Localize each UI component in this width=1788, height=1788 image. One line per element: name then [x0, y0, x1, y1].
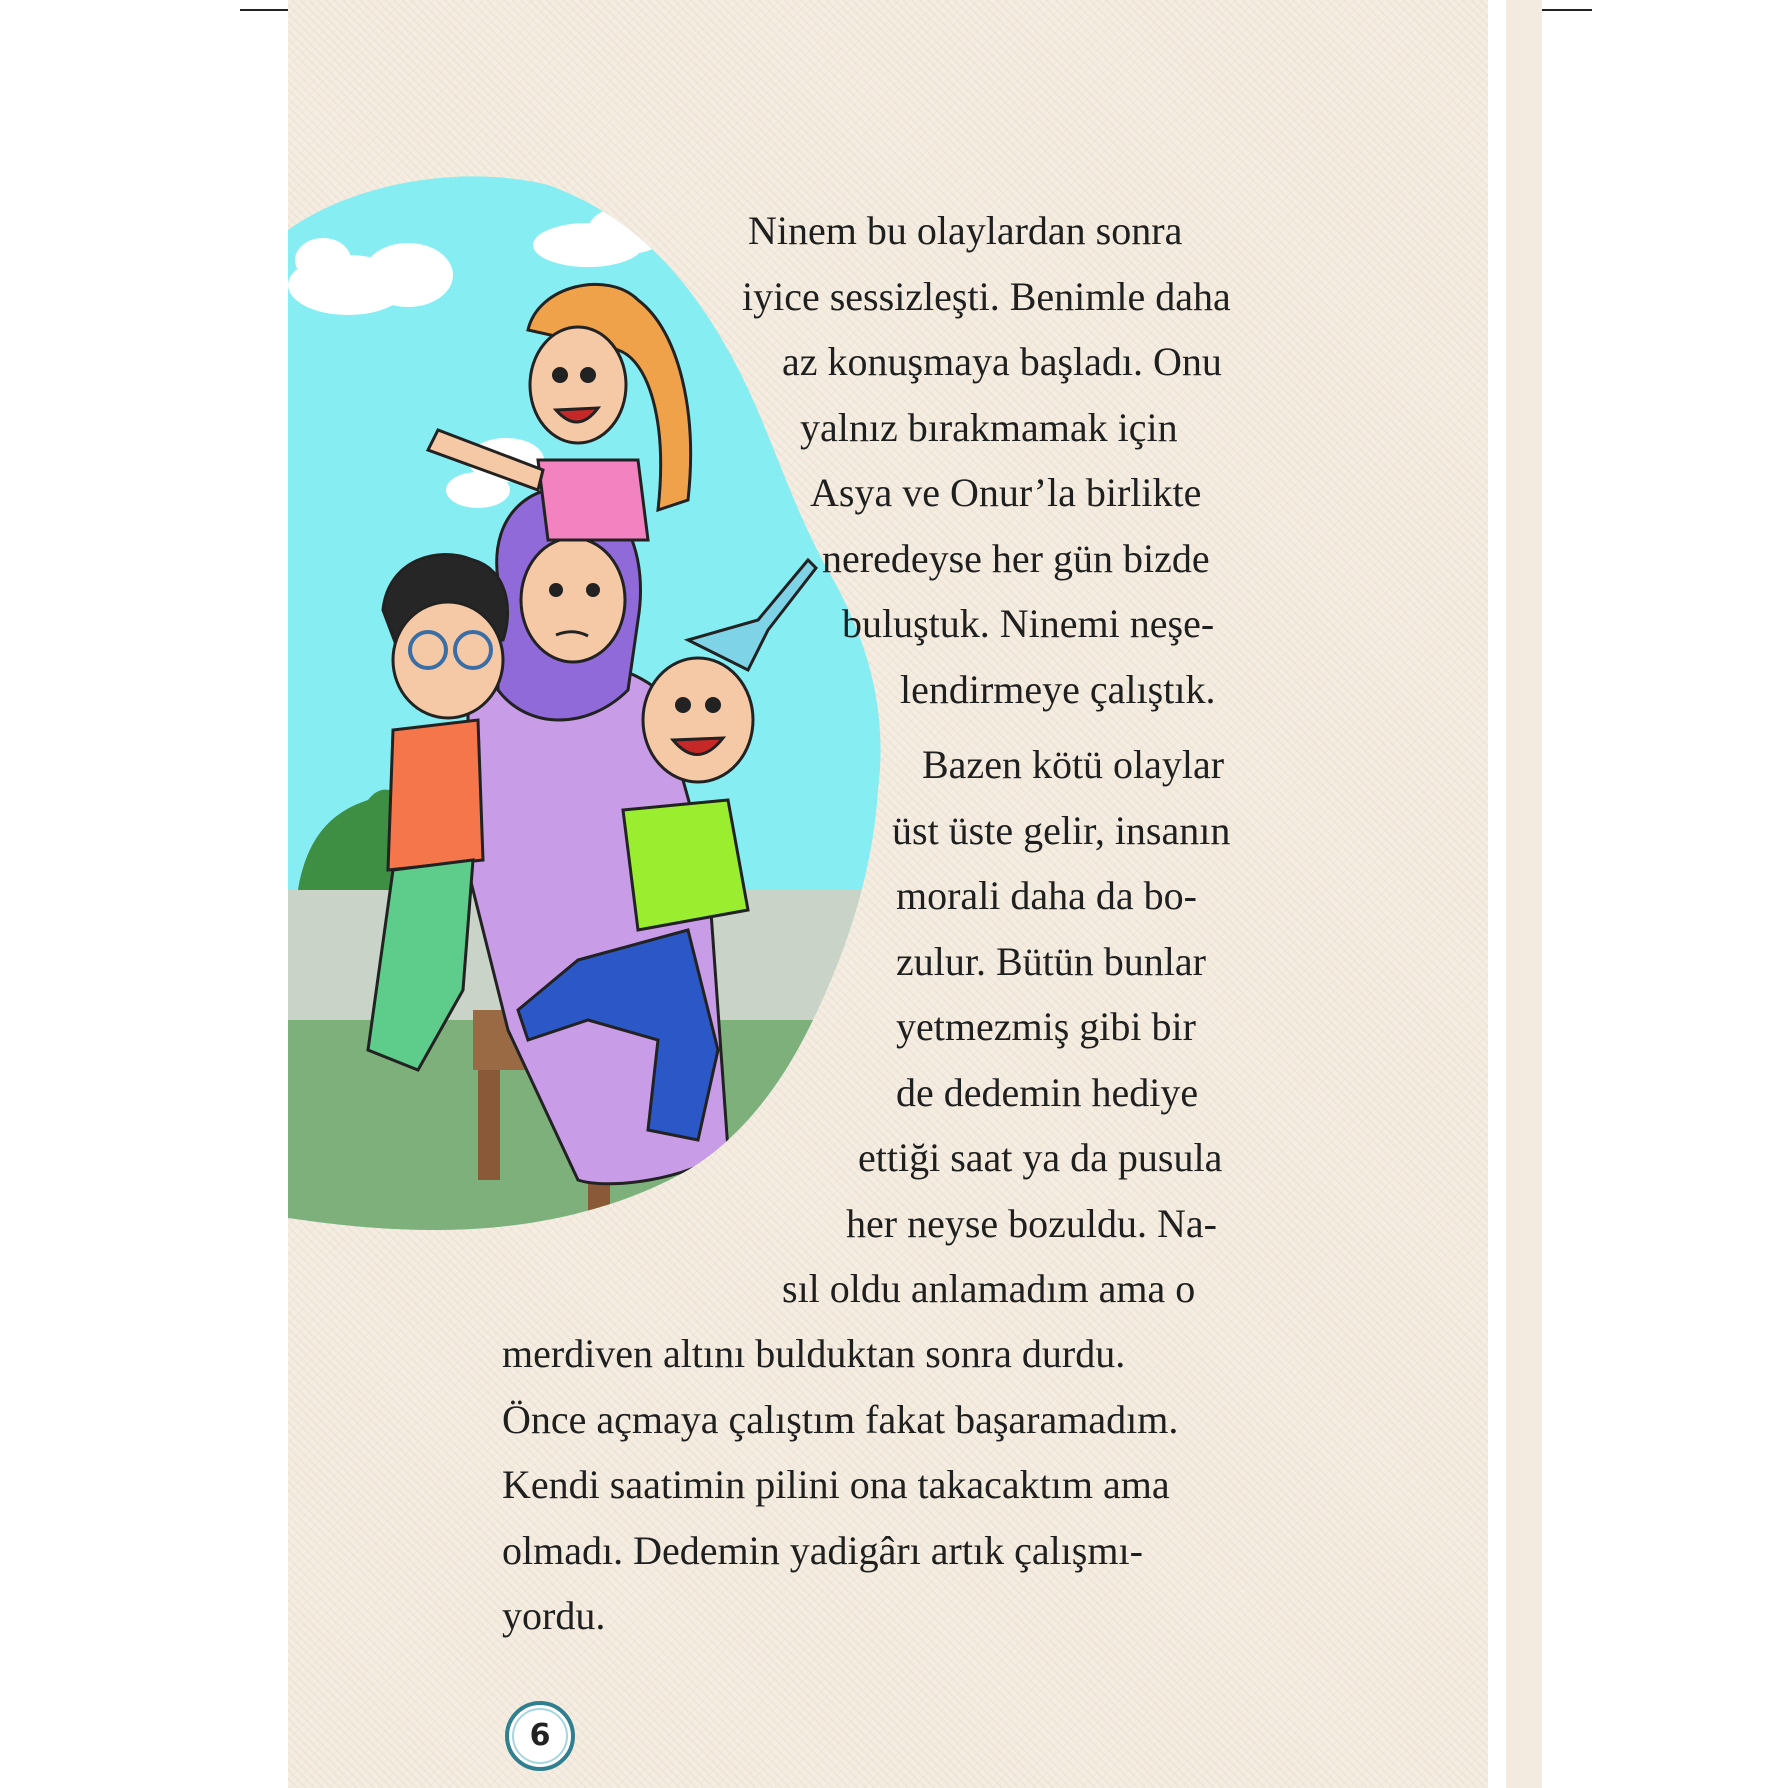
text-line: yordu. — [502, 1593, 606, 1638]
page-number: 6 — [529, 1718, 551, 1753]
text-line: morali daha da bo- — [896, 873, 1197, 918]
crop-mark-top-left — [240, 9, 290, 11]
crop-mark-top-right — [1542, 9, 1592, 11]
text-line: her neyse bozuldu. Na- — [846, 1200, 1217, 1246]
text-line: ettiği saat ya da pusula — [858, 1135, 1223, 1180]
text-line: yetmezmiş gibi bir — [896, 1004, 1196, 1049]
text-line: neredeyse her gün bizde — [822, 535, 1210, 581]
facing-page-edge — [1506, 0, 1542, 1788]
text-line: Bazen kötü olaylar — [922, 742, 1225, 787]
text-line: az konuşmaya başladı. Onu — [782, 339, 1222, 384]
text-line: merdiven altını bulduktan sonra durdu. — [502, 1331, 1126, 1376]
text-line: buluştuk. Ninemi neşe- — [842, 601, 1215, 646]
boy-glasses-shirt — [388, 720, 483, 870]
text-line: zulur. Bütün bunlar — [896, 938, 1206, 984]
paragraph-2-wrapped — [752, 732, 1230, 1322]
text-line: Kendi saatimin pilini ona takacaktım ama — [502, 1462, 1170, 1507]
paragraph-1 — [742, 198, 1231, 722]
text-line: olmadı. Dedemin yadigârı artık çalışmı- — [502, 1527, 1143, 1573]
text-line: iyice sessizleşti. Benimle daha — [742, 273, 1231, 319]
text-line: Ninem bu olaylardan sonra — [748, 208, 1183, 253]
text-line: yalnız bırakmamak için — [800, 404, 1178, 450]
text-line: de dedemin hediye — [896, 1069, 1199, 1115]
grandmother-face — [521, 538, 625, 662]
boy-funnel-shirt — [623, 800, 748, 930]
text-line: sıl oldu anlamadım ama o — [782, 1266, 1196, 1311]
girl-shirt — [538, 460, 648, 540]
paragraph-2-full — [502, 1321, 1178, 1649]
text-line: üst üste gelir, insanın — [892, 807, 1231, 853]
boy-funnel-face — [643, 658, 753, 782]
girl-face — [530, 327, 626, 443]
text-line: lendirmeye çalıştık. — [900, 666, 1216, 712]
text-line: Önce açmaya çalıştım fakat başaramadım. — [502, 1396, 1179, 1442]
text-line: Asya ve Onur’la birlikte — [810, 470, 1202, 515]
